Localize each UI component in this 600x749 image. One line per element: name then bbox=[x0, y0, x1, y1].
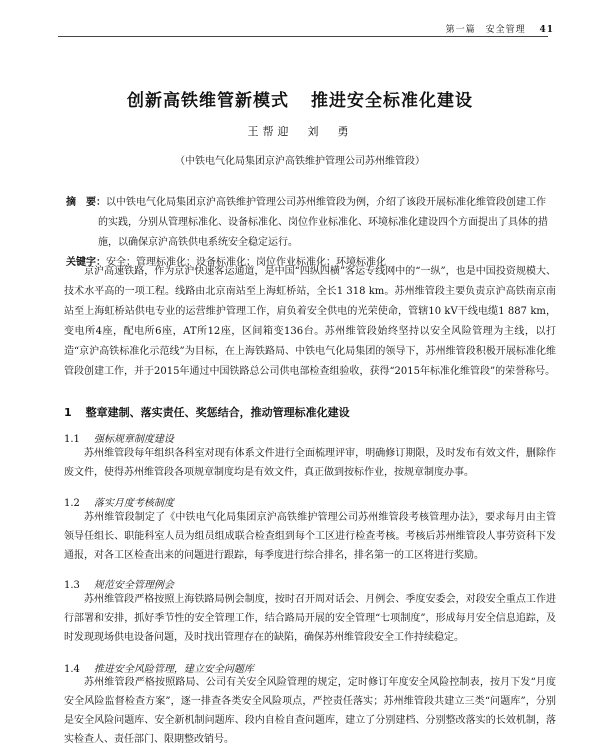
running-header bbox=[446, 22, 554, 35]
article-title bbox=[0, 86, 600, 111]
intro-text: 京沪高速铁路，作为京沪快速客运通道，是中国“四纵四横”客运专线网中的“一纵”，也是中国投资规模大、技术水平高的一项工程。线路由北京南站至上海虹桥站，全长1 318 km。苏州维管段主要负责京沪高铁南京南站至上海虹桥站供电专业的运营维护管理工作，肩负着安全供电的光荣使命，管辖10 kV干线电缆1 887 km，变电所4座，配电所6座，AT所12座，区间箱变136台。苏州维管段始终坚持以安全风险管理为主线，以打造“京沪高铁标准化示范线”为目标，在上海铁路局、中铁电气化局集团的领导下，苏州维管段积极开展标准化维管段创建工作，并于2015年通过中国铁路总公司供电部检查组验收，获得“2015年标准化维管段”的荣誉称号。 bbox=[64, 266, 556, 377]
authors: 王帮迎 刘 勇 bbox=[247, 125, 353, 138]
keywords-text: 安全；管理标准化；设备标准化；岗位作业标准化；环境标准化 bbox=[106, 257, 386, 268]
running-header-chapter: 第一篇 安全管理 bbox=[445, 25, 526, 35]
title-part1: 创新高铁维管新模式 bbox=[127, 91, 289, 111]
section-1-number: 1 bbox=[64, 406, 72, 419]
section-1-3-heading bbox=[64, 576, 174, 591]
section-1-2-heading bbox=[64, 494, 174, 509]
page-number: 41 bbox=[539, 25, 554, 35]
abstract bbox=[66, 193, 552, 273]
section-1-1-title: 强标规章制度建设 bbox=[93, 434, 174, 445]
section-1-heading bbox=[64, 404, 350, 420]
section-1-2-paragraph: 苏州维管段制定了《中铁电气化局集团京沪高铁维护管理公司苏州维管段考核管理办法》，要求每月由主管领导任组长、职能科室人员为组员组成联合检查组到每个工区进行检查考核。考核后苏州维管段人事劳资科下发通报，对各工区检查出来的问题进行跟踪，每季度进行综合排名，排名第一的工区将进行奖励。 bbox=[64, 512, 556, 561]
intro-paragraph bbox=[64, 262, 556, 382]
section-1-3-title: 规范安全管理例会 bbox=[93, 580, 174, 591]
title-part2: 推进安全标准化建设 bbox=[311, 91, 473, 111]
section-1-4-paragraph: 苏州维管段严格按照路局、公司有关安全风险管理的规定，定时修订年度安全风险控制表，按月下发“月度安全风险监督检查方案”，逐一排查各类安全风险项点，严控责任落实；苏州维管段共建立三类“问题库”，分别是安全风险问题库、安全新机制问题库、段内自检自查问题库，建立了分别建档、分别整改落实的长效机制，落实检查人、责任部门、限期整改销号。 bbox=[64, 677, 556, 745]
section-1-4-number: 1.4 bbox=[64, 664, 80, 675]
section-1-3-paragraph: 苏州维管段严格按照上海铁路局例会制度，按时召开周对话会、月例会、季度安委会，对段安全重点工作进行部署和安排，抓好季节性的安全管理工作，结合路局开展的安全管理“七项制度”，形成每月安全信息追踪，及时发现现场供电设备问题，及时找出管理存在的缺陷，确保苏州维管段安全工作持续稳定。 bbox=[64, 594, 556, 643]
header-rule bbox=[58, 36, 548, 37]
abstract-text: 以中铁电气化局集团京沪高铁维护管理公司苏州维管段为例，介绍了该段开展标准化维管段创建工作的实践，分别从管理标准化、设备标准化、岗位作业标准化、环境标准化建设四个方面提出了具体的措施，以确保京沪高铁供电系统安全稳定运行。 bbox=[98, 197, 548, 248]
section-1-title: 整章建制、落实责任、奖惩结合，推动管理标准化建设 bbox=[85, 406, 350, 419]
keywords-label: 关键字： bbox=[66, 257, 106, 268]
section-1-2-title: 落实月度考核制度 bbox=[93, 498, 174, 509]
section-1-1-paragraph: 苏州维管段每年组织各科室对现有体系文件进行全面梳理评审，明确修订期限，及时发布有效文件，删除作废文件，使得苏州维管段各项规章制度均是有效文件，真正做到按标作业，按规章制度办事。 bbox=[64, 448, 556, 478]
section-1-4-title: 推进安全风险管理，建立安全问题库 bbox=[93, 664, 254, 675]
section-1-1-number: 1.1 bbox=[64, 434, 80, 445]
section-1-3-number: 1.3 bbox=[64, 580, 80, 591]
abstract-label: 摘 要： bbox=[66, 197, 106, 208]
abstract-block bbox=[66, 193, 552, 253]
affiliation: （中铁电气化局集团京沪高铁维护管理公司苏州维管段） bbox=[175, 156, 425, 167]
section-1-1-heading bbox=[64, 430, 174, 445]
section-1-2-number: 1.2 bbox=[64, 498, 80, 509]
